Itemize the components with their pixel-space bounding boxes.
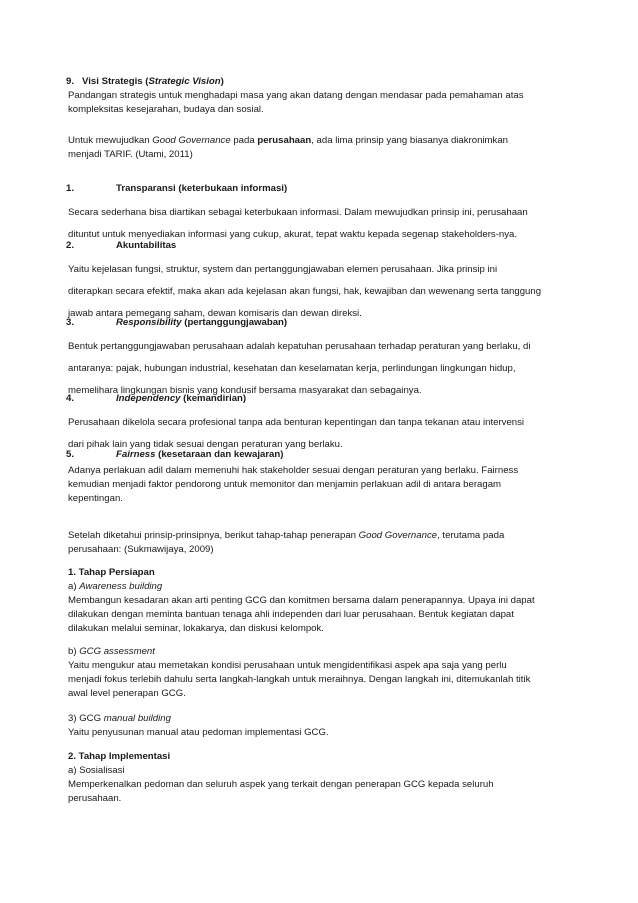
principle-line: Adanya perlakuan adil dalam memenuhi hak stakeholder sesuai dengan peraturan yang berlaku. Fairness	[68, 465, 519, 476]
steps-intro-text: Setelah diketahui prinsip-prinsipnya, berikut tahap-tahap penerapan	[68, 530, 359, 541]
steps-intro-line	[68, 529, 568, 543]
implementasi-heading: 2. Tahap Implementasi	[68, 751, 171, 762]
persiapan-section	[68, 566, 568, 636]
principle-title: Akuntabilitas	[116, 240, 177, 251]
persiapan-line: Membangun kesadaran akan arti penting GCG dan komitmen bersama dalam penerapannya. Upaya ini dapat	[68, 595, 535, 606]
principle-line: kepentingan.	[68, 493, 123, 504]
steps-intro-line: perusahaan: (Sukmawijaya, 2009)	[68, 544, 214, 555]
principle-line: Perusahaan dikelola secara profesional tanpa ada benturan kepentingan dan tanpa tekanan atau intervensi	[68, 417, 525, 428]
principle-number: 3.	[66, 317, 75, 328]
persiapan-b-label	[68, 645, 568, 659]
implementasi-line: Memperkenalkan pedoman dan seluruh aspek yang terkait dengan penerapan GCG kepada seluruh	[68, 779, 494, 790]
visi-line: kompleksitas kesejarahan, budaya dan sosial.	[68, 104, 264, 115]
steps-intro-text: , terutama pada	[437, 530, 505, 541]
principle-title-em: Independency	[116, 393, 181, 404]
principle-heading	[66, 316, 287, 330]
gg-intro-text: pada	[230, 135, 258, 146]
principle-line: Secara sederhana bisa diartikan sebagai keterbukaan informasi. Dalam mewujudkan prinsip ini, perusahaan	[68, 207, 528, 218]
item-title-em: Awareness building	[79, 581, 163, 592]
gg-intro-strong: perusahaan	[257, 135, 312, 146]
implementasi-line: perusahaan.	[68, 793, 122, 804]
item-title-em: GCG assessment	[79, 646, 155, 657]
visi-heading	[66, 75, 566, 89]
principle-line: antaranya: pajak, hubungan industrial, kesehatan dan keselamatan kerja, perlindungan lingkungan hidup,	[68, 363, 516, 374]
persiapan-line: dilakukan melalui seminar, lokakarya, dan diskusi kelompok.	[68, 623, 324, 634]
persiapan-line: dilakukan dengan meminta bantuan tenaga ahli independen dari luar perusahaan. Bentuk kegiatan dapat	[68, 609, 514, 620]
principle-title-em: Fairness	[116, 449, 156, 460]
principle-line: diterapkan secara efektif, maka akan ada kejelasan akan fungsi, hak, kewajiban dan wewenang serta tanggung	[68, 286, 542, 297]
principle-title: Transparansi (keterbukaan informasi)	[116, 183, 288, 194]
gg-intro-text: , ada lima prinsip yang biasanya diakronimkan	[311, 135, 508, 146]
principle-heading	[66, 239, 176, 253]
principle-line: Bentuk pertanggungjawaban perusahaan adalah kepatuhan perusahaan terhadap peraturan yang berlaku, di	[68, 341, 531, 352]
persiapan-b	[68, 645, 568, 701]
persiapan-line: awal level penerapan GCG.	[68, 688, 186, 699]
principle-line: memelihara lingkungan bisnis yang kondusif bersama masyarakat dan sebagainya.	[68, 385, 422, 396]
persiapan-c-label	[68, 712, 568, 726]
visi-section	[66, 75, 566, 117]
principle-line: jawab antara pemegang saham, dewan komisaris dan dewan direksi.	[68, 308, 362, 319]
visi-number: 9.	[66, 76, 75, 87]
principle-heading	[66, 448, 283, 462]
principle-number: 5.	[66, 449, 75, 460]
principle-body	[68, 464, 568, 506]
persiapan-line: Yaitu mengukur atau memetakan kondisi perusahaan untuk mengidentifikasi aspek apa saja yang perlu	[68, 660, 507, 671]
principle-line: dituntut untuk menyediakan informasi yang cukup, akurat, tepat waktu kepada segenap stakeholders-nya.	[68, 229, 518, 240]
principle-title: (kesetaraan dan kewajaran)	[155, 449, 284, 460]
principle-number: 4.	[66, 393, 75, 404]
persiapan-line: Yaitu penyusunan manual atau pedoman implementasi GCG.	[68, 727, 329, 738]
persiapan-c	[68, 712, 568, 740]
gg-intro-line: menjadi TARIF. (Utami, 2011)	[68, 149, 193, 160]
visi-title: Visi Strategis (	[82, 76, 149, 87]
gg-intro-text: Untuk mewujudkan	[68, 135, 153, 146]
persiapan-heading: 1. Tahap Persiapan	[68, 567, 155, 578]
principle-number: 2.	[66, 240, 75, 251]
implementasi-a-label: a) Sosialisasi	[68, 765, 125, 776]
principle-line: kemudian menjadi faktor pendorong untuk memonitor dan menjamin perlakuan adil di antara beragam	[68, 479, 502, 490]
principle-title: (kemandirian)	[180, 393, 247, 404]
gg-intro-em: Good Governance	[152, 135, 231, 146]
principle-title-em: Responsibility	[116, 317, 182, 328]
gg-intro	[68, 134, 568, 162]
principle-line: Yaitu kejelasan fungsi, struktur, system dan pertanggungjawaban elemen perusahaan. Jika prinsip ini	[68, 264, 498, 275]
visi-line: Pandangan strategis untuk menghadapi masa yang akan datang dengan mendasar pada pemahaman atas	[68, 90, 524, 101]
implementasi-section	[68, 750, 568, 806]
visi-title-close: )	[220, 76, 224, 87]
steps-intro	[68, 529, 568, 557]
item-prefix: a)	[68, 581, 80, 592]
item-title-em: manual building	[103, 713, 171, 724]
item-prefix: 3) GCG	[68, 713, 104, 724]
principle-heading	[66, 392, 246, 406]
item-prefix: b)	[68, 646, 80, 657]
visi-title-em: Strategic Vision	[148, 76, 221, 87]
persiapan-a-label	[68, 580, 568, 594]
principle-heading	[66, 182, 287, 196]
persiapan-line: menjadi fokus terlebih dahulu serta langkah-langkah untuk meraihnya. Dengan langkah ini, ditemukanlah titik	[68, 674, 531, 685]
gg-intro-line	[68, 134, 568, 148]
principle-line: dari pihak lain yang tidak sesuai dengan peraturan yang berlaku.	[68, 439, 343, 450]
principle-number: 1.	[66, 183, 75, 194]
principle-title: (pertanggungjawaban)	[181, 317, 288, 328]
steps-intro-em: Good Governance	[358, 530, 438, 541]
